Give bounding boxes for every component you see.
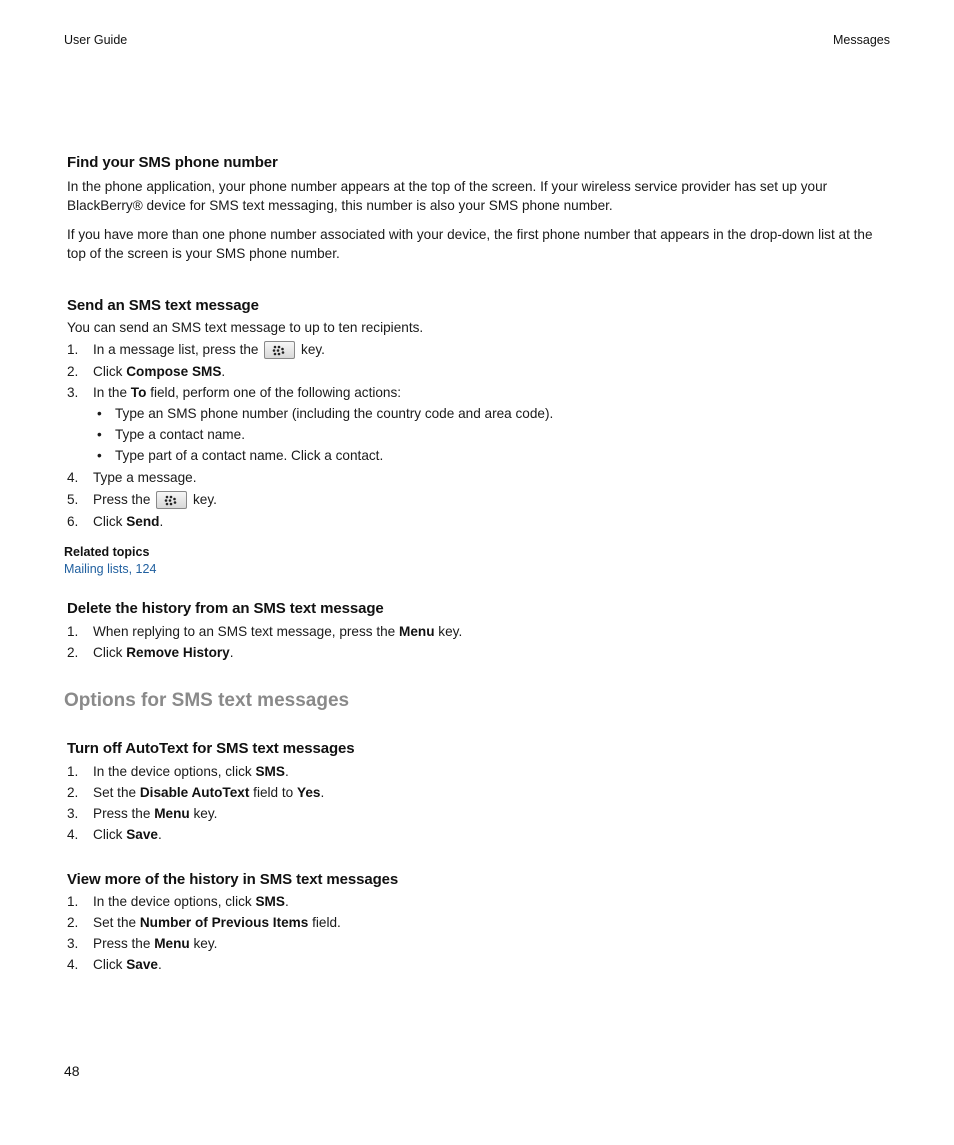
step-number: 3.	[67, 806, 79, 821]
step-text: Set the	[93, 915, 137, 930]
find-number-paragraph-1: In the phone application, your phone number appears at the top of the screen. If your wireless service provider has set up your BlackBerry® device for SMS text messaging, this number is also your SMS phone number.	[67, 179, 828, 213]
step-text: In a message list, press the	[93, 342, 259, 357]
delete-history-steps	[67, 621, 892, 663]
step-text-end: .	[221, 364, 226, 379]
step-text: In the	[93, 385, 128, 400]
autotext-steps	[67, 761, 892, 845]
step-text: Click	[93, 957, 123, 972]
step-text: Press the	[93, 806, 151, 821]
step-text: Press the	[93, 936, 151, 951]
step-number: 6.	[67, 514, 79, 529]
step-text-end: field, perform one of the following actions:	[150, 385, 402, 400]
step-text-end: .	[229, 645, 234, 660]
send-sms-heading: Send an SMS text message	[67, 297, 259, 314]
step-text-end: key.	[192, 492, 217, 507]
autotext-step-1	[67, 761, 892, 782]
step-text: Click	[93, 645, 123, 660]
find-number-heading: Find your SMS phone number	[67, 154, 278, 171]
step-number: 1.	[67, 764, 79, 779]
step-text: In the device options, click	[93, 764, 252, 779]
step-text: Press the	[93, 492, 151, 507]
step-number: 2.	[67, 645, 79, 660]
ui-term: SMS	[255, 764, 285, 779]
step-number: 4.	[67, 827, 79, 842]
step-text: Click	[93, 514, 123, 529]
ui-term: Menu	[154, 936, 190, 951]
action-option: • Type part of a contact name. Click a contact.	[97, 448, 384, 463]
related-topic-link[interactable]: Mailing lists, 124	[64, 562, 157, 576]
send-sms-step-5	[67, 488, 892, 511]
action-option: • Type an SMS phone number (including the country code and area code).	[97, 406, 554, 421]
step-text: When replying to an SMS text message, press the	[93, 624, 396, 639]
view-history-step-3	[67, 933, 892, 954]
ui-term: Save	[126, 827, 158, 842]
view-history-section	[67, 871, 892, 975]
step-text-end: key.	[301, 342, 325, 357]
step-number: 4.	[67, 957, 79, 972]
step-number: 3.	[67, 385, 79, 400]
step-text-end: .	[159, 514, 164, 529]
view-history-step-4	[67, 954, 892, 975]
header-chapter-title: Messages	[833, 33, 890, 47]
find-number-section	[67, 154, 892, 263]
step-text-end: key.	[438, 624, 463, 639]
step-text: In the device options, click	[93, 894, 252, 909]
related-topics-heading: Related topics	[64, 545, 150, 559]
step-text: Set the	[93, 785, 137, 800]
send-sms-step-6	[67, 511, 892, 532]
delete-history-section	[67, 600, 892, 663]
step-number: 2.	[67, 364, 79, 379]
header-guide-title: User Guide	[64, 33, 128, 47]
ui-term: SMS	[255, 894, 285, 909]
autotext-step-4	[67, 824, 892, 845]
step-number: 1.	[67, 894, 79, 909]
delete-history-step-1	[67, 621, 892, 642]
ui-term: Remove History	[126, 645, 230, 660]
ui-term: Disable AutoText	[139, 785, 250, 800]
step-number: 2.	[67, 915, 79, 930]
autotext-heading: Turn off AutoText for SMS text messages	[67, 740, 355, 757]
send-sms-step-3	[67, 382, 892, 466]
step-text-end: key.	[193, 806, 218, 821]
action-options-list	[93, 403, 892, 466]
page-number: 48	[64, 1063, 80, 1079]
delete-history-heading: Delete the history from an SMS text message	[67, 600, 384, 617]
step-text-end: .	[284, 894, 289, 909]
step-number: 1.	[67, 624, 79, 639]
ui-term: To	[130, 385, 147, 400]
ui-term: Number of Previous Items	[139, 915, 309, 930]
step-number: 5.	[67, 492, 79, 507]
autotext-step-3	[67, 803, 892, 824]
blackberry-menu-key-icon	[264, 341, 295, 359]
ui-term: Menu	[399, 624, 435, 639]
ui-term: Menu	[154, 806, 190, 821]
ui-term: Save	[126, 957, 158, 972]
step-text: Click	[93, 364, 123, 379]
options-section-heading: Options for SMS text messages	[64, 690, 350, 711]
step-number: 1.	[67, 342, 79, 357]
send-sms-section	[67, 297, 892, 532]
ui-term: Send	[126, 514, 160, 529]
step-text-end: key.	[193, 936, 218, 951]
step-text-middle: field to	[253, 785, 294, 800]
find-number-paragraph-2: If you have more than one phone number associated with your device, the first phone number that appears in the drop-down list at the top of the screen is your SMS phone number.	[67, 227, 873, 261]
view-history-steps	[67, 891, 892, 975]
step-text-end: .	[157, 827, 162, 842]
step-number: 2.	[67, 785, 79, 800]
delete-history-step-2	[67, 642, 892, 663]
step-text-end: field.	[312, 915, 341, 930]
view-history-heading: View more of the history in SMS text messages	[67, 871, 399, 888]
send-sms-step-4	[67, 467, 892, 488]
step-text-end: .	[284, 764, 289, 779]
ui-term: Yes	[297, 785, 321, 800]
ui-term: Compose SMS	[126, 364, 222, 379]
step-text-end: .	[320, 785, 325, 800]
send-sms-intro: You can send an SMS text message to up to ten recipients.	[67, 320, 424, 335]
view-history-step-2	[67, 912, 892, 933]
autotext-section	[67, 740, 892, 845]
view-history-step-1	[67, 891, 892, 912]
send-sms-steps	[67, 338, 892, 532]
step-number: 4.	[67, 470, 79, 485]
autotext-step-2	[67, 782, 892, 803]
step-text: Type a message.	[93, 470, 197, 485]
blackberry-menu-key-icon	[156, 491, 187, 509]
send-sms-step-1	[67, 338, 892, 361]
action-option: • Type a contact name.	[97, 427, 245, 442]
step-number: 3.	[67, 936, 79, 951]
step-text-end: .	[157, 957, 162, 972]
step-text: Click	[93, 827, 123, 842]
send-sms-step-2	[67, 361, 892, 382]
